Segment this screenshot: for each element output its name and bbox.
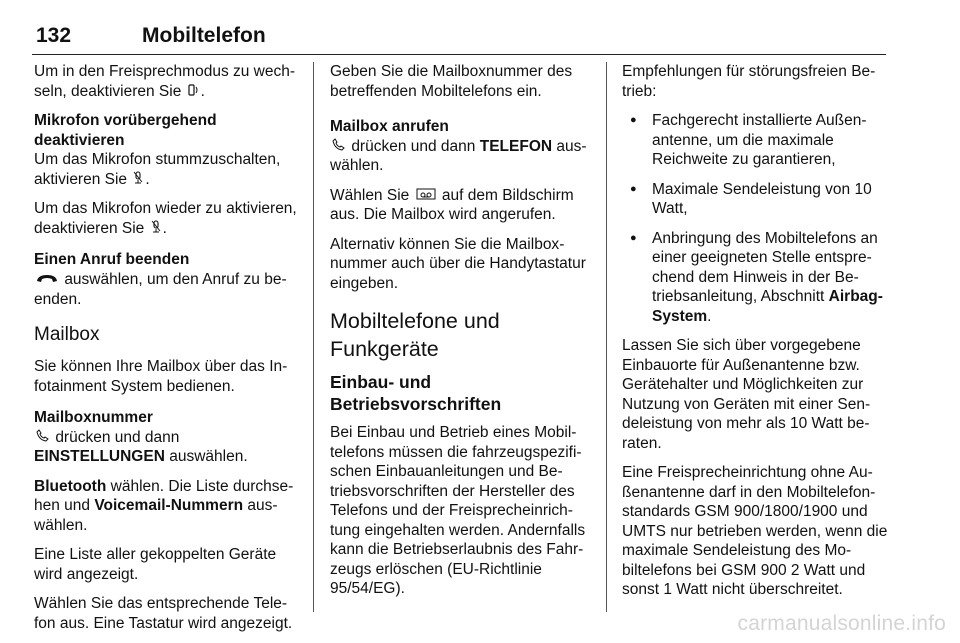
text: Um in den Freisprechmodus zu wechseln, deaktivieren Sie	[34, 63, 296, 100]
mic-mute-icon	[151, 219, 161, 239]
section-subheading: Mailbox anrufen	[330, 118, 449, 135]
section-heading: Mailbox	[34, 324, 100, 346]
paragraph: Wählen Sie das entsprechende Telefon aus. Eine Tastatur wird angezeigt.	[34, 595, 293, 632]
list-item: ● Anbringung des Mobiltelefons an einer geeigneten Stelle entsprechend dem Hinweis in der Betriebsanleitung, Abschnitt Airbag-System.	[622, 229, 888, 327]
section-heading: Mobiltelefone und Funkgeräte	[330, 309, 500, 362]
phone-icon	[332, 137, 345, 157]
watermark: carmanualsonline.info	[737, 612, 946, 635]
paragraph: Geben Sie die Mailboxnummer des betreffenden Mobiltelefons ein.	[330, 63, 573, 100]
paragraph: Eine Freisprecheinrichtung ohne Außenantenne darf in den Mobiltelefon-standards GSM 900/1800/1900 und UMTS nur betrieben werden, wenn die maximale Sendeleistung des Mobiltelefons bei GSM 900 2 Watt und sonst 1 Watt nicht überschreitet.	[622, 464, 888, 598]
paragraph: Um das Mikrofon stummzuschalten, aktivieren Sie .	[34, 151, 281, 188]
paragraph: Bluetooth wählen. Die Liste durchsehen und Voicemail-Nummern auswählen.	[34, 477, 294, 534]
paragraph: Bei Einbau und Betrieb eines Mobiltelefons müssen die fahrzeugspezifischen Einbauanleitungen und Betriebsvorschriften der Hersteller des Telefons und der Freisprecheinrichtung eingehalten werden. Andernfalls kann die Betriebserlaubnis des Fahrzeugs erlöschen (EU-Richtlinie 95/54/EG).	[330, 424, 586, 598]
mic-mute-icon	[133, 170, 143, 190]
list-item: ● Fachgerecht installierte Außenantenne, um die maximale Reichweite zu garantieren,	[622, 111, 888, 170]
paragraph: Sie können Ihre Mailbox über das Infotainment System bedienen.	[34, 358, 288, 395]
paragraph: Um in den Freisprechmodus zu wechseln, deaktivieren Sie .	[34, 63, 296, 100]
section-subheading: Einen Anruf beenden	[34, 251, 190, 269]
page-header	[32, 18, 886, 55]
column-3	[622, 62, 888, 610]
phone-icon	[36, 428, 49, 448]
chapter-title: Mobiltelefon	[142, 24, 266, 47]
paragraph: drücken und dann EINSTELLUNGEN auswählen.	[34, 428, 248, 466]
paragraph: Lassen Sie sich über vorgegebene Einbauorte für Außenantenne bzw. Gerätehalter und Möglichkeiten zur Nutzung von Geräten mit einer Sendeleistung von mehr als 10 Watt beraten.	[622, 337, 871, 452]
paragraph: auswählen, um den Anruf zu beenden.	[34, 270, 287, 308]
paragraph: Alternativ können Sie die Mailboxnummer auch über die Handytastatur eingeben.	[330, 235, 586, 292]
paragraph: Wählen Sie auf dem Bildschirm aus. Die Mailbox wird angerufen.	[330, 186, 574, 224]
paragraph: Um das Mikrofon wieder zu aktivieren, deaktivieren Sie .	[34, 200, 297, 237]
recommendation-list	[622, 111, 888, 326]
section-subheading: Mikrofon vorübergehend deaktivieren	[34, 112, 217, 149]
section-subheading: Einbau- und Betriebsvorschriften	[330, 372, 502, 415]
column-divider	[606, 62, 607, 612]
paragraph: Empfehlungen für störungsfreien Betrieb:	[622, 63, 876, 100]
section-subheading: Mailboxnummer	[34, 409, 153, 427]
handsfree-icon	[188, 82, 199, 102]
voicemail-icon	[416, 186, 436, 206]
column-1	[34, 62, 302, 643]
list-item: ● Maximale Sendeleistung von 10 Watt,	[622, 180, 888, 219]
hang-up-icon	[36, 270, 58, 290]
paragraph: drücken und dann TELEFON auswählen.	[330, 137, 587, 175]
paragraph: Eine Liste aller gekoppelten Geräte wird angezeigt.	[34, 546, 277, 583]
column-divider	[313, 62, 314, 612]
column-2	[330, 62, 592, 609]
page-number: 132	[36, 24, 72, 47]
